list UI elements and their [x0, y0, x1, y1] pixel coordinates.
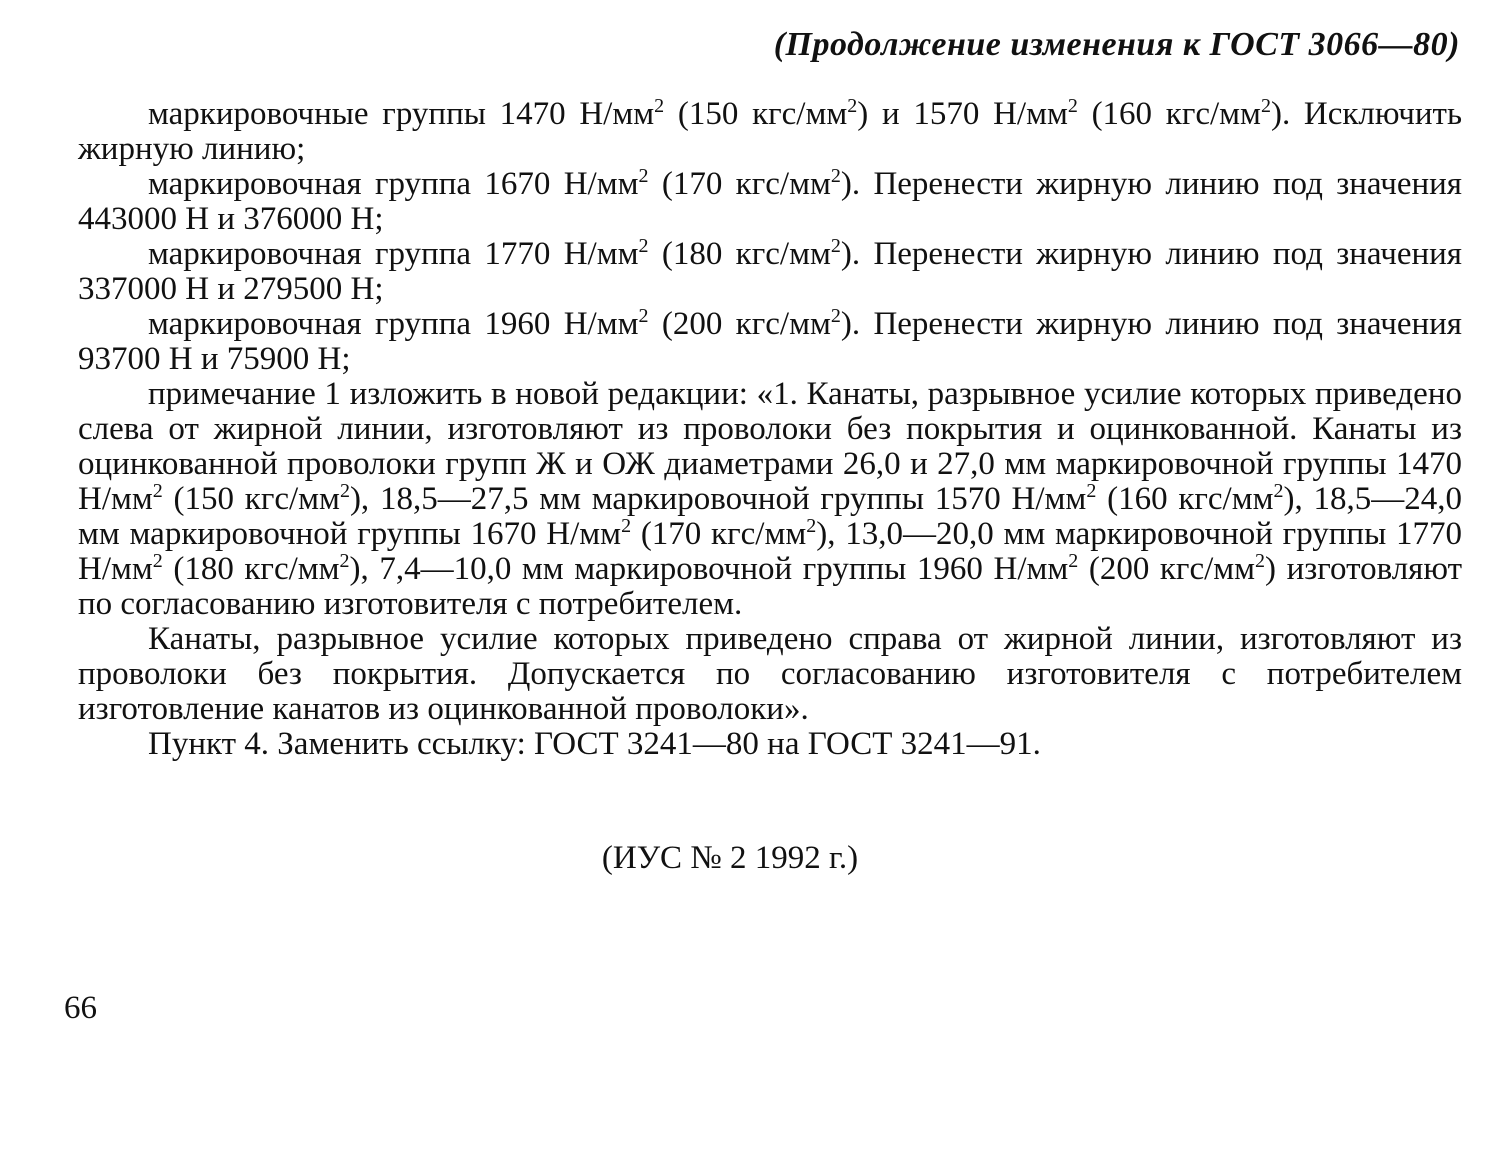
paragraph-text: ). Перенести жирную линию под значения 337000 Н и 279500 Н;: [78, 236, 1462, 307]
superscript: 2: [638, 235, 649, 257]
paragraph-text: (180 кгс/мм: [162, 551, 340, 587]
superscript: 2: [152, 480, 163, 502]
superscript: 2: [830, 235, 841, 257]
superscript: 2: [1086, 480, 1097, 502]
superscript: 2: [621, 515, 632, 537]
superscript: 2: [1273, 480, 1284, 502]
superscript: 2: [339, 480, 350, 502]
paragraph-text: (180 кгс/мм: [648, 236, 831, 272]
paragraph-p3: [78, 237, 1462, 307]
paragraph-text: (200 кгс/мм: [648, 306, 831, 342]
paragraph-text: (160 кгс/мм: [1077, 96, 1261, 132]
paragraph-text: ), 7,4—10,0 мм маркировочной группы 1960 Н/мм: [349, 551, 1069, 587]
paragraph-text: ). Перенести жирную линию под значения 93700 Н и 75900 Н;: [78, 306, 1462, 377]
paragraph-text: Пункт 4. Заменить ссылку: ГОСТ 3241—80 на ГОСТ 3241—91.: [148, 726, 1041, 762]
paragraph-text: (150 кгс/мм: [664, 96, 848, 132]
paragraph-p2: [78, 167, 1462, 237]
superscript: 2: [830, 165, 841, 187]
superscript: 2: [339, 550, 350, 572]
paragraph-text: ) изготовляют по согласованию изготовителя с потребителем.: [78, 551, 1463, 622]
paragraph-text: маркировочная группа 1670 Н/мм: [148, 166, 639, 202]
superscript: 2: [806, 515, 817, 537]
paragraph-text: примечание 1 изложить в новой редакции: «1. Канаты, разрывное усилие которых приведено слева от жирной линии, изготовляют из проволоки без покрытия и оцинкованной. Канаты из оцинкованной проволоки групп Ж и ОЖ диаметрами 26,0 и 27,0 мм маркировочной группы 1470 Н/мм: [78, 376, 1462, 517]
paragraph-text: ). Перенести жирную линию под значения 443000 Н и 376000 Н;: [78, 166, 1462, 237]
paragraph-text: маркировочная группа 1770 Н/мм: [148, 236, 639, 272]
paragraph-text: (170 кгс/мм: [631, 516, 807, 552]
source-reference-text: (ИУС № 2 1992 г.): [601, 840, 859, 876]
paragraph-text: ), 18,5—24,0 мм маркировочной группы 1670 Н/мм: [78, 481, 1462, 552]
superscript: 2: [1067, 95, 1078, 117]
page-number: 66: [64, 990, 97, 1026]
paragraph-p7: [78, 727, 1462, 762]
superscript: 2: [830, 305, 841, 327]
superscript: 2: [638, 165, 649, 187]
paragraph-text: ) и 1570 Н/мм: [857, 96, 1068, 132]
paragraph-text: ). Исключить жирную линию;: [78, 96, 1463, 167]
paragraph-text: Канаты, разрывное усилие которых приведено справа от жирной линии, изготовляют из проволоки без покрытия. Допускается по согласованию изготовителя с потребителем изготовление канатов из оцинкованной проволоки».: [78, 621, 1462, 727]
body-text: [78, 97, 1462, 762]
paragraph-text: маркировочная группа 1960 Н/мм: [148, 306, 639, 342]
superscript: 2: [654, 95, 665, 117]
paragraph-text: ), 18,5—27,5 мм маркировочной группы 1570 Н/мм: [349, 481, 1087, 517]
superscript: 2: [847, 95, 858, 117]
paragraph-text: маркировочные группы 1470 Н/мм: [148, 96, 655, 132]
paragraph-text: ), 13,0—20,0 мм маркировочной группы 1770 Н/мм: [78, 516, 1463, 587]
paragraph-text: (150 кгс/мм: [162, 481, 340, 517]
superscript: 2: [638, 305, 649, 327]
paragraph-text: (160 кгс/мм: [1096, 481, 1274, 517]
paragraph-p6: [78, 622, 1462, 727]
paragraph-p5: [78, 377, 1462, 622]
superscript: 2: [1255, 550, 1266, 572]
source-reference: [0, 840, 1488, 877]
superscript: 2: [1068, 550, 1079, 572]
paragraph-text: (200 кгс/мм: [1078, 551, 1256, 587]
paragraph-p1: [78, 97, 1462, 167]
running-head: (Продолжение изменения к ГОСТ 3066—80): [773, 26, 1460, 63]
paragraph-p4: [78, 307, 1462, 377]
superscript: 2: [152, 550, 163, 572]
superscript: 2: [1260, 95, 1271, 117]
paragraph-text: (170 кгс/мм: [648, 166, 831, 202]
